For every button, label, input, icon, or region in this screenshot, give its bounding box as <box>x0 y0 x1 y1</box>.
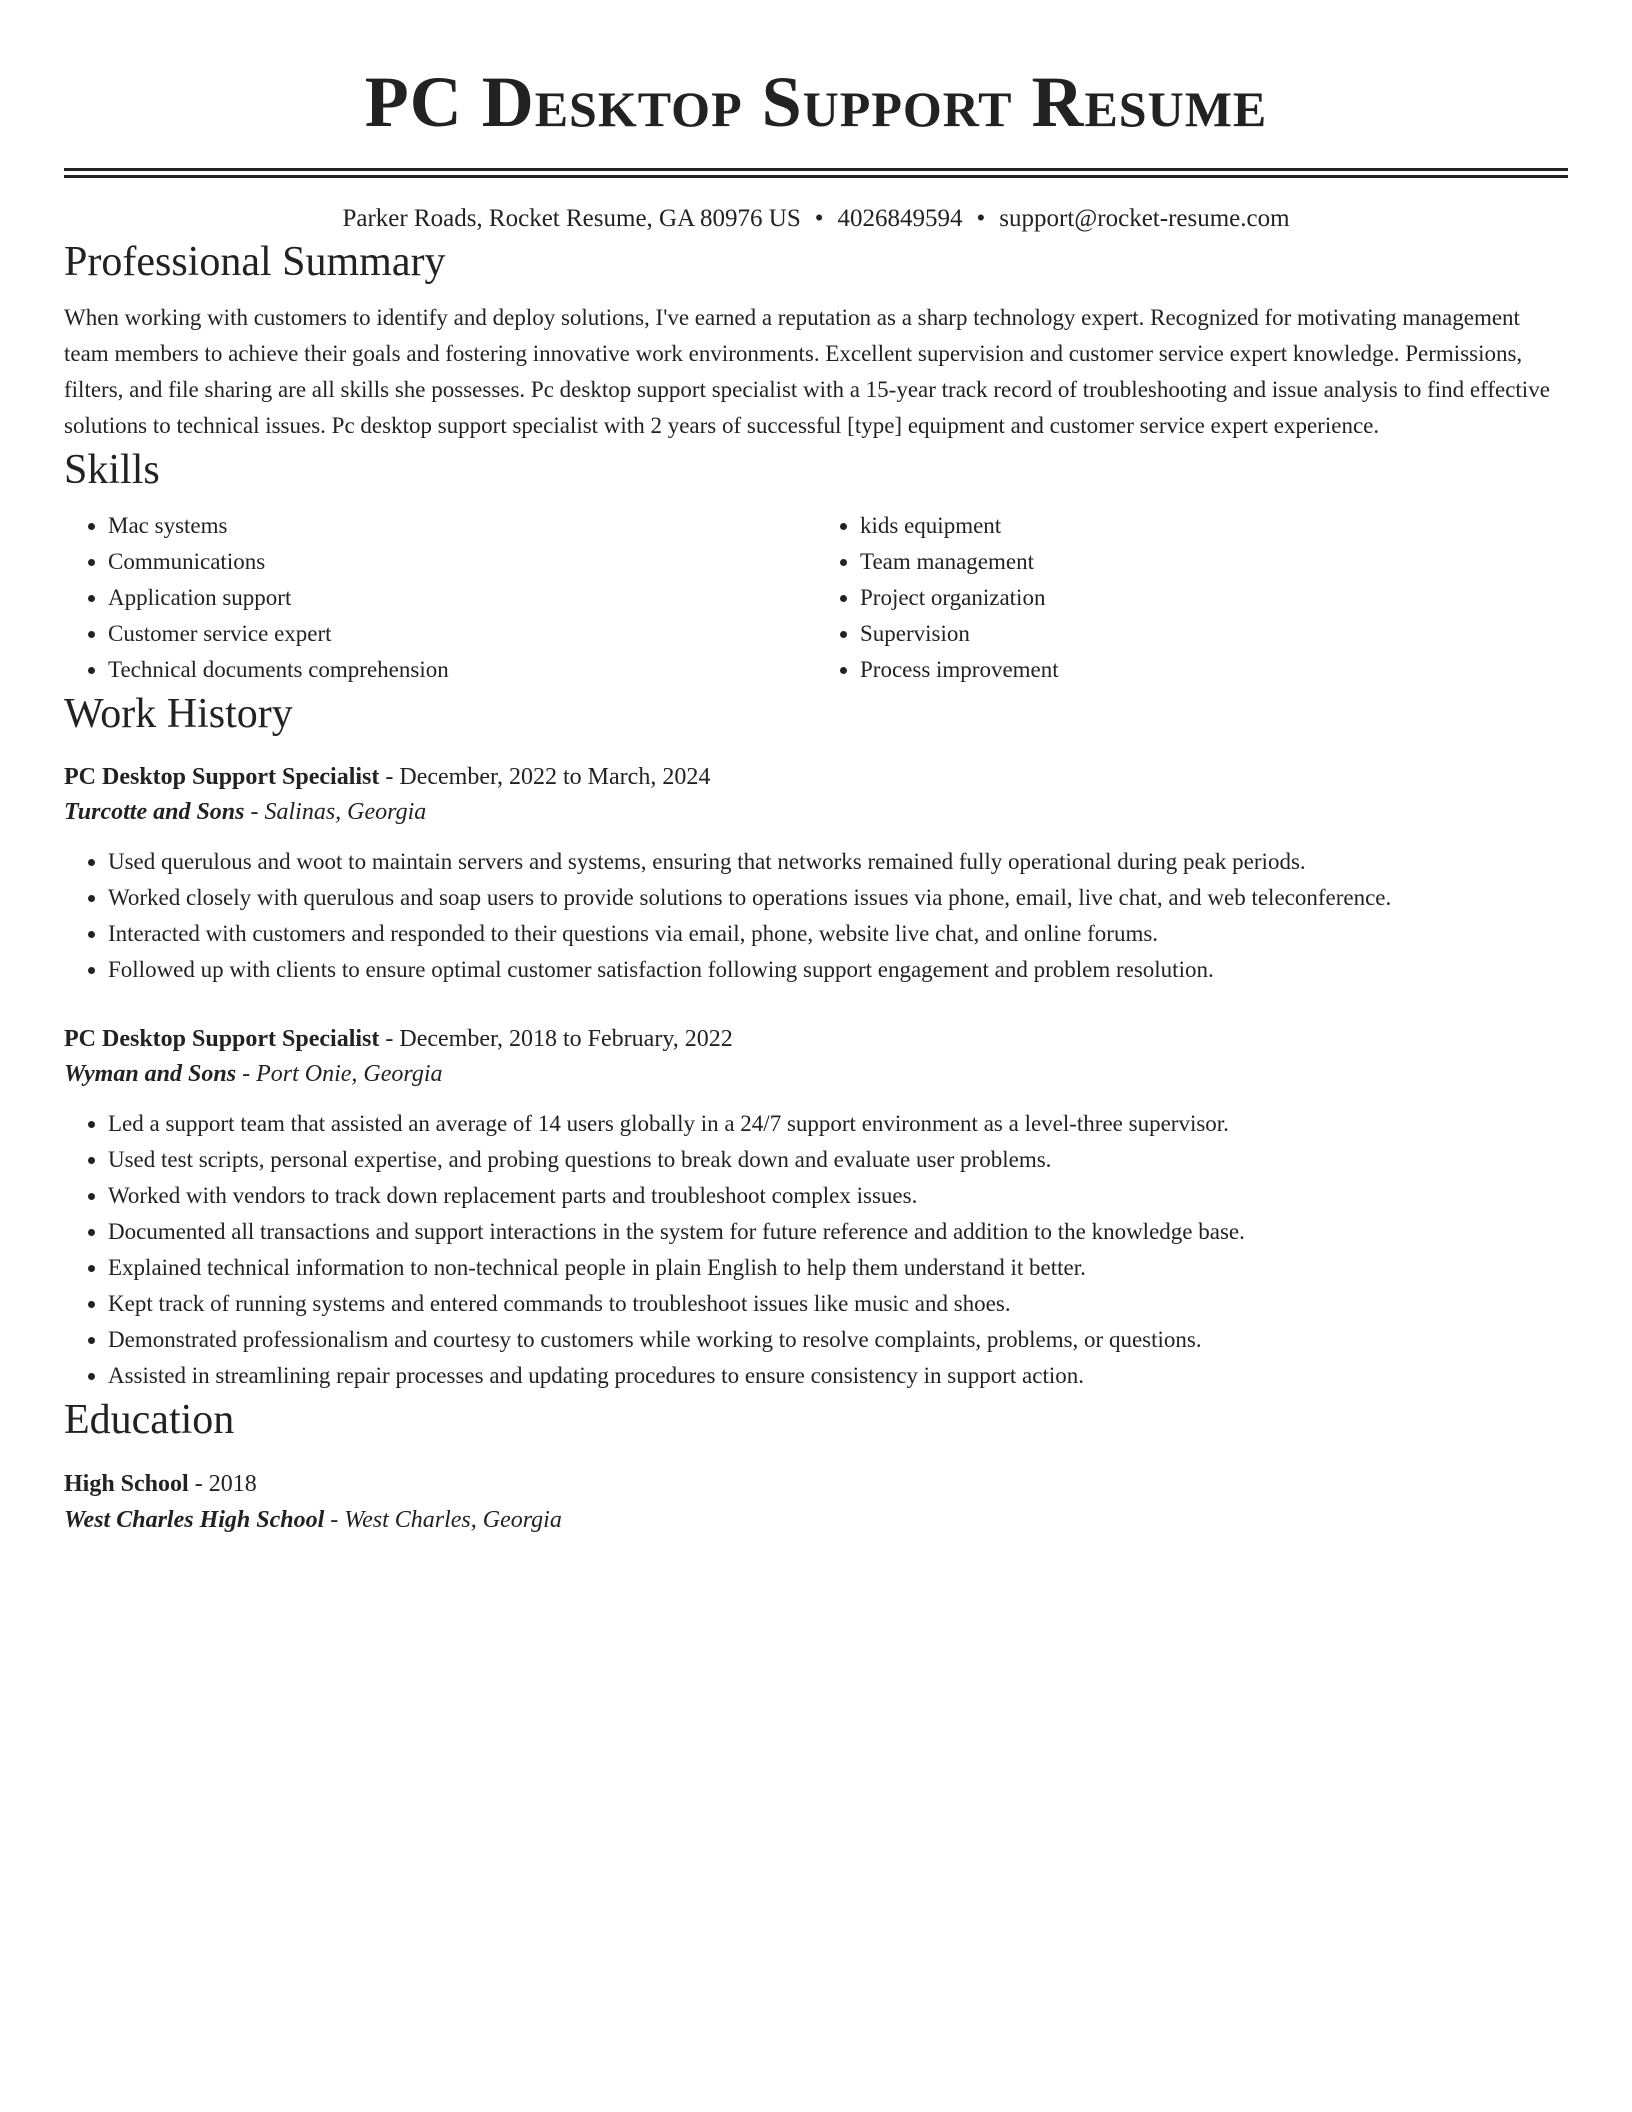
skills-list-left <box>64 508 816 688</box>
skill-item: • kids equipment <box>860 508 1568 544</box>
title-double-rule <box>64 168 1568 178</box>
skills-columns <box>64 508 1568 688</box>
skill-item: • Application support <box>108 580 816 616</box>
skill-item: • Supervision <box>860 616 1568 652</box>
job-entry <box>64 760 1568 988</box>
skill-item: • Communications <box>108 544 816 580</box>
contact-phone: 4026849594 <box>837 205 963 232</box>
job-bullet: • Interacted with customers and responded to their questions via email, phone, website live chat, and online forums. <box>108 916 1568 952</box>
job-bullet: • Explained technical information to non-technical people in plain English to help them understand it better. <box>108 1250 1568 1286</box>
contact-separator: • <box>814 205 824 232</box>
job-bullet: • Used test scripts, personal expertise, and probing questions to break down and evaluate user problems. <box>108 1142 1568 1178</box>
education-degree-line <box>64 1466 1568 1502</box>
skill-item: • Mac systems <box>108 508 816 544</box>
job-bullet: • Demonstrated professionalism and courtesy to customers while working to resolve complaints, problems, or questions. <box>108 1322 1568 1358</box>
job-bullet: • Led a support team that assisted an average of 14 users globally in a 24/7 support environment as a level-three supervisor. <box>108 1106 1568 1142</box>
skill-item: • Project organization <box>860 580 1568 616</box>
employer-name: Wyman and Sons <box>64 1061 237 1087</box>
job-bullets <box>64 844 1568 988</box>
summary-text: When working with customers to identify and deploy solutions, I've earned a reputation as a sharp technology expert. Recognized for motivating management team members to achieve their goals and fostering innovative work environments. Excellent supervision and customer service expert knowledge. Permissions, filters, and file sharing are all skills she possesses. Pc desktop support specialist with a 15-year track record of troubleshooting and issue analysis to find effective solutions to technical issues. Pc desktop support specialist with 2 years of successful [type] equipment and customer service expert experience. <box>64 305 1550 438</box>
contact-separator: • <box>976 205 986 232</box>
job-title-line <box>64 760 1568 794</box>
job-title: PC Desktop Support Specialist <box>64 1026 380 1052</box>
resume-title: PC Desktop Support Resume <box>364 62 1268 142</box>
education-degree: High School <box>64 1471 189 1497</box>
job-bullet: • Worked closely with querulous and soap users to provide solutions to operations issues via phone, email, live chat, and web teleconference. <box>108 880 1568 916</box>
skill-item: • Process improvement <box>860 652 1568 688</box>
work-history-heading: Work History <box>64 691 293 737</box>
job-entry <box>64 1022 1568 1394</box>
resume-page <box>64 0 1568 1538</box>
skill-item: • Technical documents comprehension <box>108 652 816 688</box>
education-year: 2018 <box>208 1471 257 1497</box>
job-bullet: • Kept track of running systems and entered commands to troubleshoot issues like music and shoes. <box>108 1286 1568 1322</box>
job-bullet: • Worked with vendors to track down replacement parts and troubleshoot complex issues. <box>108 1178 1568 1214</box>
education-dash: - <box>188 1471 209 1497</box>
skills-heading: Skills <box>64 447 160 493</box>
skill-item: • Customer service expert <box>108 616 816 652</box>
job-dates: December, 2022 to March, 2024 <box>399 764 711 790</box>
job-bullet: • Followed up with clients to ensure optimal customer satisfaction following support engagement and problem resolution. <box>108 952 1568 988</box>
contact-line <box>64 202 1568 236</box>
job-title: PC Desktop Support Specialist <box>64 764 380 790</box>
job-dates: December, 2018 to February, 2022 <box>399 1026 733 1052</box>
job-dash: - <box>379 764 400 790</box>
education-school-line <box>64 1502 1568 1538</box>
job-bullet: • Assisted in streamlining repair processes and updating procedures to ensure consistency in support action. <box>108 1358 1568 1394</box>
job-title-line <box>64 1022 1568 1056</box>
employer-dash: - <box>236 1061 257 1087</box>
job-bullets <box>64 1106 1568 1394</box>
employer-name: Turcotte and Sons <box>64 799 245 825</box>
employer-line <box>64 794 1568 830</box>
skill-item: • Team management <box>860 544 1568 580</box>
employer-location: Port Onie, Georgia <box>256 1061 443 1087</box>
education-heading: Education <box>64 1397 235 1443</box>
education-school: West Charles High School <box>64 1507 325 1533</box>
job-bullet: • Documented all transactions and support interactions in the system for future reference and addition to the knowledge base. <box>108 1214 1568 1250</box>
employer-location: Salinas, Georgia <box>264 799 427 825</box>
skills-list-right <box>816 508 1568 688</box>
employer-line <box>64 1056 1568 1092</box>
job-bullet: • Used querulous and woot to maintain servers and systems, ensuring that networks remained fully operational during peak periods. <box>108 844 1568 880</box>
education-dash: - <box>324 1507 345 1533</box>
education-location: West Charles, Georgia <box>344 1507 562 1533</box>
summary-heading: Professional Summary <box>64 239 446 285</box>
contact-address: Parker Roads, Rocket Resume, GA 80976 US <box>342 205 801 232</box>
contact-email: support@rocket-resume.com <box>999 205 1290 232</box>
employer-dash: - <box>244 799 265 825</box>
job-dash: - <box>379 1026 400 1052</box>
